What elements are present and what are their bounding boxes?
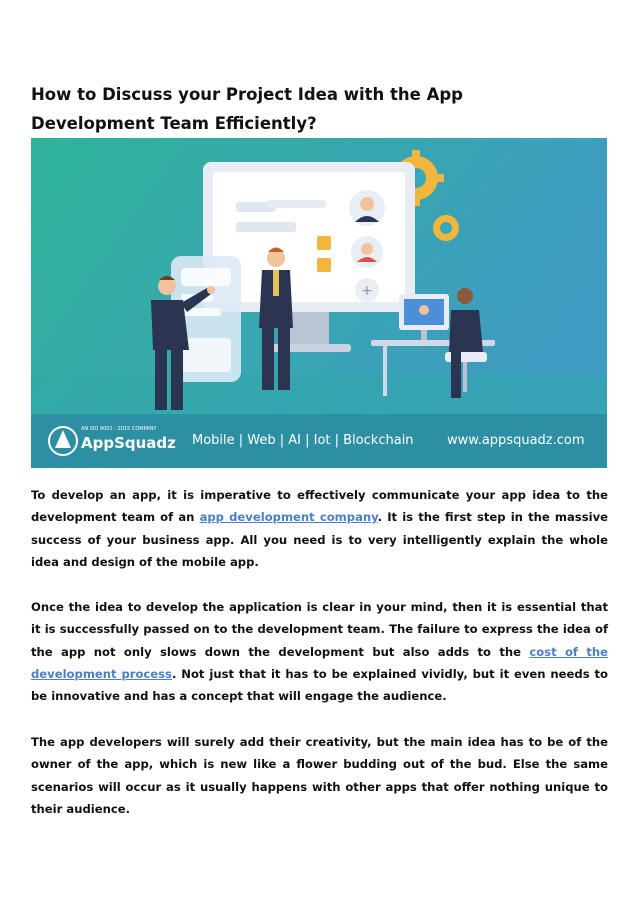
paragraph-1	[31, 484, 608, 573]
paragraph-2-text: Once the idea to develop the application is clear in your mind, then it is essential that it is successfully passed on to the development team. The failure to express the idea of the app not only slows down the development but also adds to the	[31, 600, 608, 659]
paragraph-2-text-end: . Not just that it has to be explained vividly, but it even needs to be innovative and has a concept that will engage the audience.	[31, 666, 608, 704]
paragraph-2	[31, 596, 608, 707]
paragraph-3: The app developers will surely add their creativity, but the main idea has to be of the owner of the app, which is new like a flower budding out of the bud. Else the same scenarios will occur as it usually happens with other apps that offer nothing unique to their audience.	[31, 735, 608, 816]
paragraph-1-text-end: . It is the first step in the massive success of your business app. All you need is to very intelligently explain the whole idea and design of the mobile app.	[31, 510, 608, 569]
gear-icon	[433, 215, 459, 241]
development-cost-link[interactable]: cost of the development process	[31, 644, 608, 681]
banner-website: www.appsquadz.com	[447, 433, 585, 448]
banner-floor	[31, 374, 607, 414]
paragraph-1-text: To develop an app, it is imperative to effectively communicate your app idea to the development team of an	[31, 488, 608, 525]
banner-tagline: Mobile | Web | AI | Iot | Blockchain	[192, 433, 414, 448]
app-development-company-link[interactable]: app development company	[199, 510, 378, 525]
svg-text:+: +	[361, 283, 373, 299]
article-title: How to Discuss your Project Idea with the App Development Team Efficiently?	[31, 85, 463, 133]
iso-text: AN ISO 9001 : 2015 COMPANY	[81, 426, 157, 432]
hero-banner	[31, 138, 607, 468]
brand-name: AppSquadz	[81, 434, 176, 452]
